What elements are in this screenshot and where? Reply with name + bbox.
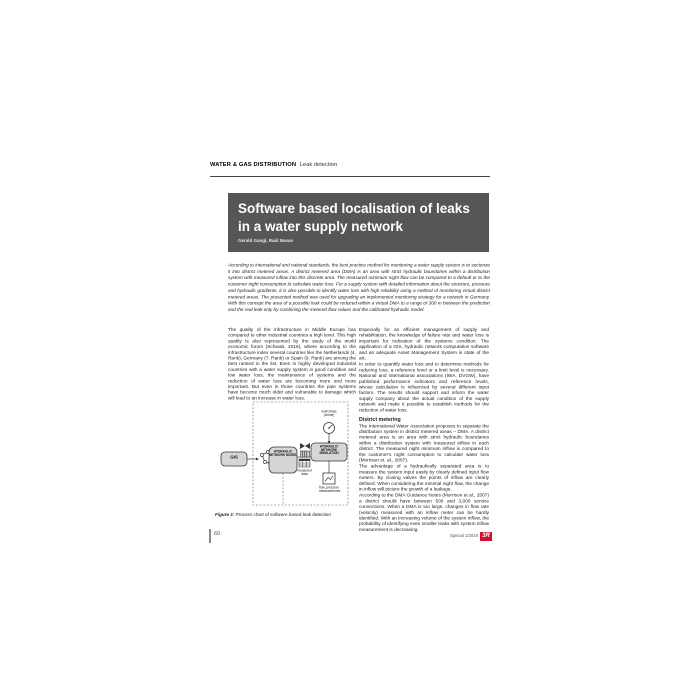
chart-icon <box>323 473 335 484</box>
pipe-section-icon <box>301 451 310 457</box>
figure-caption-label: Figure 1: <box>215 512 235 517</box>
gauge-label: main flows (online) <box>321 409 337 417</box>
page-number-value: 60 <box>214 530 221 537</box>
article-authors: Gerald Gangl, Raúl Navas <box>238 238 294 243</box>
figure-1-process-chart <box>213 399 353 511</box>
right-paragraph-4: The advantage of a hydraulically separated area is to measure the system input easily by clearly defined input flow meters. By closing valves the points of inflow are clearly defined. When considering the minimal night flow, the change in inflow will picture the growth of a leakage. <box>359 463 489 492</box>
abstract-text: According to international and national standards, the best practice method for monitoring a water supply system is to sectorize it into district metered areas. A district metered area (DMA) is an area with strict hydraulic boundaries within a distribution system with measured inflow into this discrete area. The measured minimum night flow can be compared to a default or to the customer night consumption to calculate water loss. For a supply system with detailed information about the structure, pressure and hydraulic gradients, it is also possible to identify water loss with high reliability using a method of monitoring virtual district metered areas. The presented method was used for upgrading an implemented monitoring strategy for a network in Germany. With this concept the area of a possible leak could be reduced within a virtual DMA to a range of 300 m between the prediction and the real leak only by combining the metered flow values and the calibrated hydraulic model. <box>228 262 490 312</box>
title-block <box>228 193 489 252</box>
header-kicker: WATER & GAS DISTRIBUTION <box>210 161 297 168</box>
left-paragraph-1: The quality of the infrastructure in Middle Europe has compared to other industrial countries a high level. This high quality is also represented by the study of the world economic forum (Schwab, 2016), where according to the infrastructure index several countries like the Netherlands (4. Rank), Germany (7. Rank) or Spain (9. Rank) are among the best ranked in the list. Even in highly developed industrial countries with a water supply system in good condition and low water loss, the maintenance of systems and the reduction of water loss are becoming more and more important. But even in those countries the pipe systems have become much older and vulnerable to damage which will lead to an increase in water loss. <box>228 327 356 401</box>
page-header <box>210 162 490 172</box>
gauge-icon <box>324 423 335 434</box>
article-title: Software based localisation of leaks in a water supply network <box>238 201 470 234</box>
footer-rule <box>209 529 211 543</box>
figure-caption <box>215 512 355 523</box>
gis-label: GIS <box>230 455 238 460</box>
right-paragraph-2: In order to quantify water loss and to determine methods for reducing loss, a reference level or a limit level is necessary. National and international associations (IWA, DVGW), have published performance indicators and reference levels, whose calculation is influenced by several different input factors. The results should support and inform the water supply company about the actual condition of the supply network and make it possible to establish methods for the reduction of water loss. <box>359 361 489 413</box>
figure-caption-text: Process chart of software based leak detection <box>234 512 331 517</box>
column-left <box>228 327 356 399</box>
right-paragraph-3: The International Water Association proposes to separate the distribution system in district metered areas – DMA. A district metered area is an area with strict hydraulic boundaries within a distribution system with measured inflow in each district. The measured night minimum inflow is compared to the customer's night consumption to calculate water loss (Morrison et. al., 2007). <box>359 423 489 463</box>
table-icon <box>299 459 310 467</box>
arrowhead <box>256 458 259 461</box>
footer-issue-text: Special 1/2016 <box>449 533 478 538</box>
page-number <box>214 531 244 542</box>
abstract <box>228 262 490 322</box>
column-right <box>359 327 489 535</box>
valve-icon <box>300 443 310 449</box>
table-label: measured data <box>297 468 312 476</box>
right-paragraph-1: Especially for an efficient management of supply and rehabilitation, the knowledge of failure rate and water loss is important for indication of the systems condition. The application of a GIS, hydraulic network computation software and an adequate Asset Management System is state of the art. <box>359 327 489 362</box>
right-paragraph-5: According to the DMA Guidance Notes (Morrison et al., 2007) a district should have between 500 and 3,000 service connections. When a DMA is too large, changes in flow rate (velocity) measured with an inflow meter can be hardly identified. With an increasing volume of the system inflow, the probability of identifying even smaller leaks with system inflow measurement is decreasing. <box>359 492 489 533</box>
header-section: Leak detection <box>299 161 338 168</box>
model-label: HYDRAULIC NETWORK MODEL <box>268 449 298 457</box>
simulation-label: HYDRAULIC NETWORK SIMULATION <box>319 444 339 456</box>
header-rule <box>210 176 490 177</box>
section-heading-district-metering: District metering <box>359 416 401 423</box>
journal-logo: 3R <box>480 532 492 541</box>
footer-issue <box>388 533 478 543</box>
chart-label: flow, pressure measurements <box>319 485 341 493</box>
